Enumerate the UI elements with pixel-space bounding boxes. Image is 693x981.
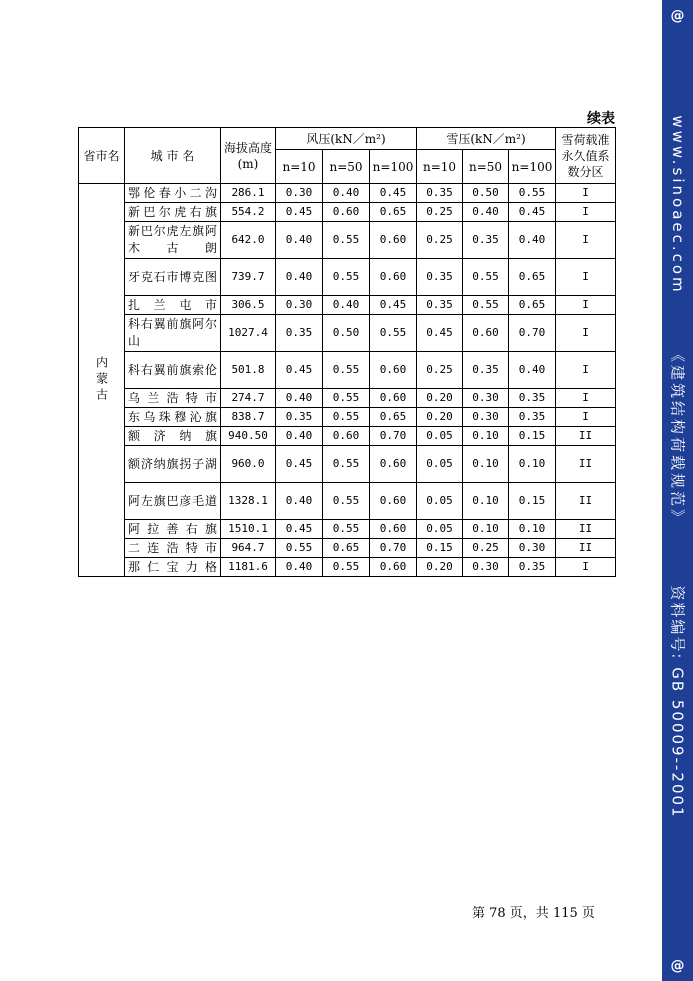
value-cell: 0.45 xyxy=(370,296,417,315)
header-wind-n100: n=100 xyxy=(370,150,417,184)
value-cell: 0.45 xyxy=(276,520,323,539)
value-cell: 0.40 xyxy=(276,389,323,408)
value-cell: 0.55 xyxy=(276,539,323,558)
value-cell: 0.55 xyxy=(323,259,370,296)
continued-label: 续表 xyxy=(587,111,615,127)
value-cell: 0.60 xyxy=(370,520,417,539)
altitude-cell: 274.7 xyxy=(221,389,276,408)
value-cell: 0.30 xyxy=(509,539,556,558)
zone-cell: I xyxy=(556,315,616,352)
value-cell: 0.60 xyxy=(370,446,417,483)
value-cell: 0.65 xyxy=(370,203,417,222)
value-cell: 0.20 xyxy=(417,408,463,427)
table-row xyxy=(79,539,616,558)
zone-cell: I xyxy=(556,222,616,259)
zone-cell: II xyxy=(556,427,616,446)
value-cell: 0.55 xyxy=(323,408,370,427)
header-snow-n10: n=10 xyxy=(417,150,463,184)
altitude-cell: 306.5 xyxy=(221,296,276,315)
zone-cell: II xyxy=(556,446,616,483)
header-wind-n10: n=10 xyxy=(276,150,323,184)
altitude-cell: 964.7 xyxy=(221,539,276,558)
table-row xyxy=(79,352,616,389)
city-name-cell: 科右翼前旗索伦 xyxy=(125,352,221,389)
load-table xyxy=(78,127,616,577)
value-cell: 0.55 xyxy=(509,184,556,203)
value-cell: 0.55 xyxy=(323,520,370,539)
value-cell: 0.25 xyxy=(463,539,509,558)
table-row xyxy=(79,483,616,520)
header-snow-n100: n=100 xyxy=(509,150,556,184)
value-cell: 0.35 xyxy=(509,389,556,408)
value-cell: 0.40 xyxy=(276,259,323,296)
zone-cell: I xyxy=(556,184,616,203)
value-cell: 0.15 xyxy=(509,483,556,520)
value-cell: 0.05 xyxy=(417,427,463,446)
value-cell: 0.55 xyxy=(323,483,370,520)
value-cell: 0.40 xyxy=(323,296,370,315)
zone-cell: I xyxy=(556,408,616,427)
header-wind-n50: n=50 xyxy=(323,150,370,184)
value-cell: 0.30 xyxy=(276,296,323,315)
altitude-cell: 1510.1 xyxy=(221,520,276,539)
sidebar-banner xyxy=(662,0,693,981)
altitude-cell: 838.7 xyxy=(221,408,276,427)
value-cell: 0.65 xyxy=(370,408,417,427)
city-name-cell: 新巴尔虎右旗 xyxy=(125,203,221,222)
table-row xyxy=(79,446,616,483)
value-cell: 0.45 xyxy=(276,446,323,483)
city-name-cell: 额济纳旗拐子湖 xyxy=(125,446,221,483)
zone-cell: I xyxy=(556,389,616,408)
value-cell: 0.60 xyxy=(370,352,417,389)
value-cell: 0.60 xyxy=(370,558,417,577)
value-cell: 0.25 xyxy=(417,222,463,259)
header-altitude: 海拔高度(m) xyxy=(221,128,276,184)
zone-cell: I xyxy=(556,296,616,315)
table-row xyxy=(79,408,616,427)
value-cell: 0.55 xyxy=(323,352,370,389)
value-cell: 0.40 xyxy=(276,222,323,259)
city-name-cell: 新巴尔虎左旗阿木古朗 xyxy=(125,222,221,259)
zone-cell: I xyxy=(556,203,616,222)
city-name-cell: 阿左旗巴彦毛道 xyxy=(125,483,221,520)
table-row xyxy=(79,296,616,315)
altitude-cell: 739.7 xyxy=(221,259,276,296)
at-icon-top: @ xyxy=(670,8,685,24)
page-number: 第 78 页，共 115 页 xyxy=(472,906,595,921)
website-url[interactable]: www.sinoaec.com xyxy=(668,115,687,295)
table-row xyxy=(79,222,616,259)
altitude-cell: 1027.4 xyxy=(221,315,276,352)
value-cell: 0.55 xyxy=(323,389,370,408)
value-cell: 0.35 xyxy=(276,408,323,427)
value-cell: 0.60 xyxy=(370,483,417,520)
altitude-cell: 554.2 xyxy=(221,203,276,222)
city-name-cell: 额济纳旗 xyxy=(125,427,221,446)
value-cell: 0.40 xyxy=(463,203,509,222)
zone-cell: I xyxy=(556,259,616,296)
value-cell: 0.45 xyxy=(370,184,417,203)
city-name-cell: 鄂伦春小二沟 xyxy=(125,184,221,203)
city-name-cell: 乌兰浩特市 xyxy=(125,389,221,408)
value-cell: 0.60 xyxy=(323,203,370,222)
table-row xyxy=(79,427,616,446)
value-cell: 0.60 xyxy=(463,315,509,352)
city-name-cell: 东乌珠穆沁旗 xyxy=(125,408,221,427)
value-cell: 0.65 xyxy=(323,539,370,558)
value-cell: 0.60 xyxy=(370,259,417,296)
zone-cell: II xyxy=(556,539,616,558)
value-cell: 0.10 xyxy=(509,446,556,483)
value-cell: 0.40 xyxy=(276,483,323,520)
value-cell: 0.25 xyxy=(417,203,463,222)
city-name-cell: 那仁宝力格 xyxy=(125,558,221,577)
zone-cell: I xyxy=(556,558,616,577)
value-cell: 0.25 xyxy=(417,352,463,389)
value-cell: 0.45 xyxy=(509,203,556,222)
altitude-cell: 940.50 xyxy=(221,427,276,446)
altitude-cell: 501.8 xyxy=(221,352,276,389)
value-cell: 0.45 xyxy=(276,203,323,222)
value-cell: 0.40 xyxy=(323,184,370,203)
value-cell: 0.40 xyxy=(509,352,556,389)
value-cell: 0.70 xyxy=(509,315,556,352)
header-city: 城 市 名 xyxy=(125,128,221,184)
value-cell: 0.10 xyxy=(509,520,556,539)
altitude-cell: 286.1 xyxy=(221,184,276,203)
value-cell: 0.05 xyxy=(417,483,463,520)
value-cell: 0.55 xyxy=(323,558,370,577)
value-cell: 0.55 xyxy=(323,446,370,483)
value-cell: 0.40 xyxy=(276,427,323,446)
value-cell: 0.20 xyxy=(417,389,463,408)
value-cell: 0.35 xyxy=(509,558,556,577)
value-cell: 0.30 xyxy=(463,558,509,577)
value-cell: 0.70 xyxy=(370,427,417,446)
header-snow-zone: 雪荷载准永久值系数分区 xyxy=(556,128,616,184)
city-name-cell: 二连浩特市 xyxy=(125,539,221,558)
value-cell: 0.60 xyxy=(370,389,417,408)
value-cell: 0.55 xyxy=(323,222,370,259)
table-row xyxy=(79,520,616,539)
document-code: 资料编号: GB 50009--2001 xyxy=(668,585,686,819)
value-cell: 0.45 xyxy=(276,352,323,389)
value-cell: 0.10 xyxy=(463,483,509,520)
value-cell: 0.55 xyxy=(463,259,509,296)
value-cell: 0.35 xyxy=(463,352,509,389)
zone-cell: I xyxy=(556,352,616,389)
table-row xyxy=(79,315,616,352)
city-name-cell: 扎兰屯市 xyxy=(125,296,221,315)
value-cell: 0.15 xyxy=(509,427,556,446)
altitude-cell: 1181.6 xyxy=(221,558,276,577)
value-cell: 0.65 xyxy=(509,259,556,296)
value-cell: 0.10 xyxy=(463,446,509,483)
table-row xyxy=(79,558,616,577)
value-cell: 0.30 xyxy=(463,408,509,427)
value-cell: 0.35 xyxy=(417,259,463,296)
document-title: 《建筑结构荷载规范》 xyxy=(668,346,686,528)
value-cell: 0.35 xyxy=(509,408,556,427)
value-cell: 0.30 xyxy=(463,389,509,408)
value-cell: 0.60 xyxy=(323,427,370,446)
value-cell: 0.60 xyxy=(370,222,417,259)
value-cell: 0.55 xyxy=(463,296,509,315)
header-snow-n50: n=50 xyxy=(463,150,509,184)
value-cell: 0.35 xyxy=(417,184,463,203)
value-cell: 0.10 xyxy=(463,427,509,446)
value-cell: 0.15 xyxy=(417,539,463,558)
zone-cell: II xyxy=(556,520,616,539)
value-cell: 0.35 xyxy=(276,315,323,352)
value-cell: 0.35 xyxy=(417,296,463,315)
header-wind-pressure: 风压(kN／m²) xyxy=(276,128,417,150)
value-cell: 0.50 xyxy=(463,184,509,203)
value-cell: 0.20 xyxy=(417,558,463,577)
table-body xyxy=(79,184,616,577)
value-cell: 0.55 xyxy=(370,315,417,352)
city-name-cell: 科右翼前旗阿尔山 xyxy=(125,315,221,352)
city-name-cell: 阿拉善右旗 xyxy=(125,520,221,539)
city-name-cell: 牙克石市博克图 xyxy=(125,259,221,296)
value-cell: 0.35 xyxy=(463,222,509,259)
zone-cell: II xyxy=(556,483,616,520)
at-icon-bottom: @ xyxy=(670,958,685,974)
altitude-cell: 960.0 xyxy=(221,446,276,483)
altitude-cell: 1328.1 xyxy=(221,483,276,520)
header-province: 省市名 xyxy=(79,128,125,184)
province-cell: 内蒙古 xyxy=(79,184,125,577)
value-cell: 0.05 xyxy=(417,446,463,483)
table-row xyxy=(79,184,616,203)
value-cell: 0.65 xyxy=(509,296,556,315)
value-cell: 0.45 xyxy=(417,315,463,352)
value-cell: 0.10 xyxy=(463,520,509,539)
altitude-cell: 642.0 xyxy=(221,222,276,259)
value-cell: 0.40 xyxy=(509,222,556,259)
table-row xyxy=(79,389,616,408)
value-cell: 0.70 xyxy=(370,539,417,558)
value-cell: 0.30 xyxy=(276,184,323,203)
value-cell: 0.50 xyxy=(323,315,370,352)
table-row xyxy=(79,203,616,222)
value-cell: 0.05 xyxy=(417,520,463,539)
header-snow-pressure: 雪压(kN／m²) xyxy=(417,128,556,150)
table-row xyxy=(79,259,616,296)
value-cell: 0.40 xyxy=(276,558,323,577)
